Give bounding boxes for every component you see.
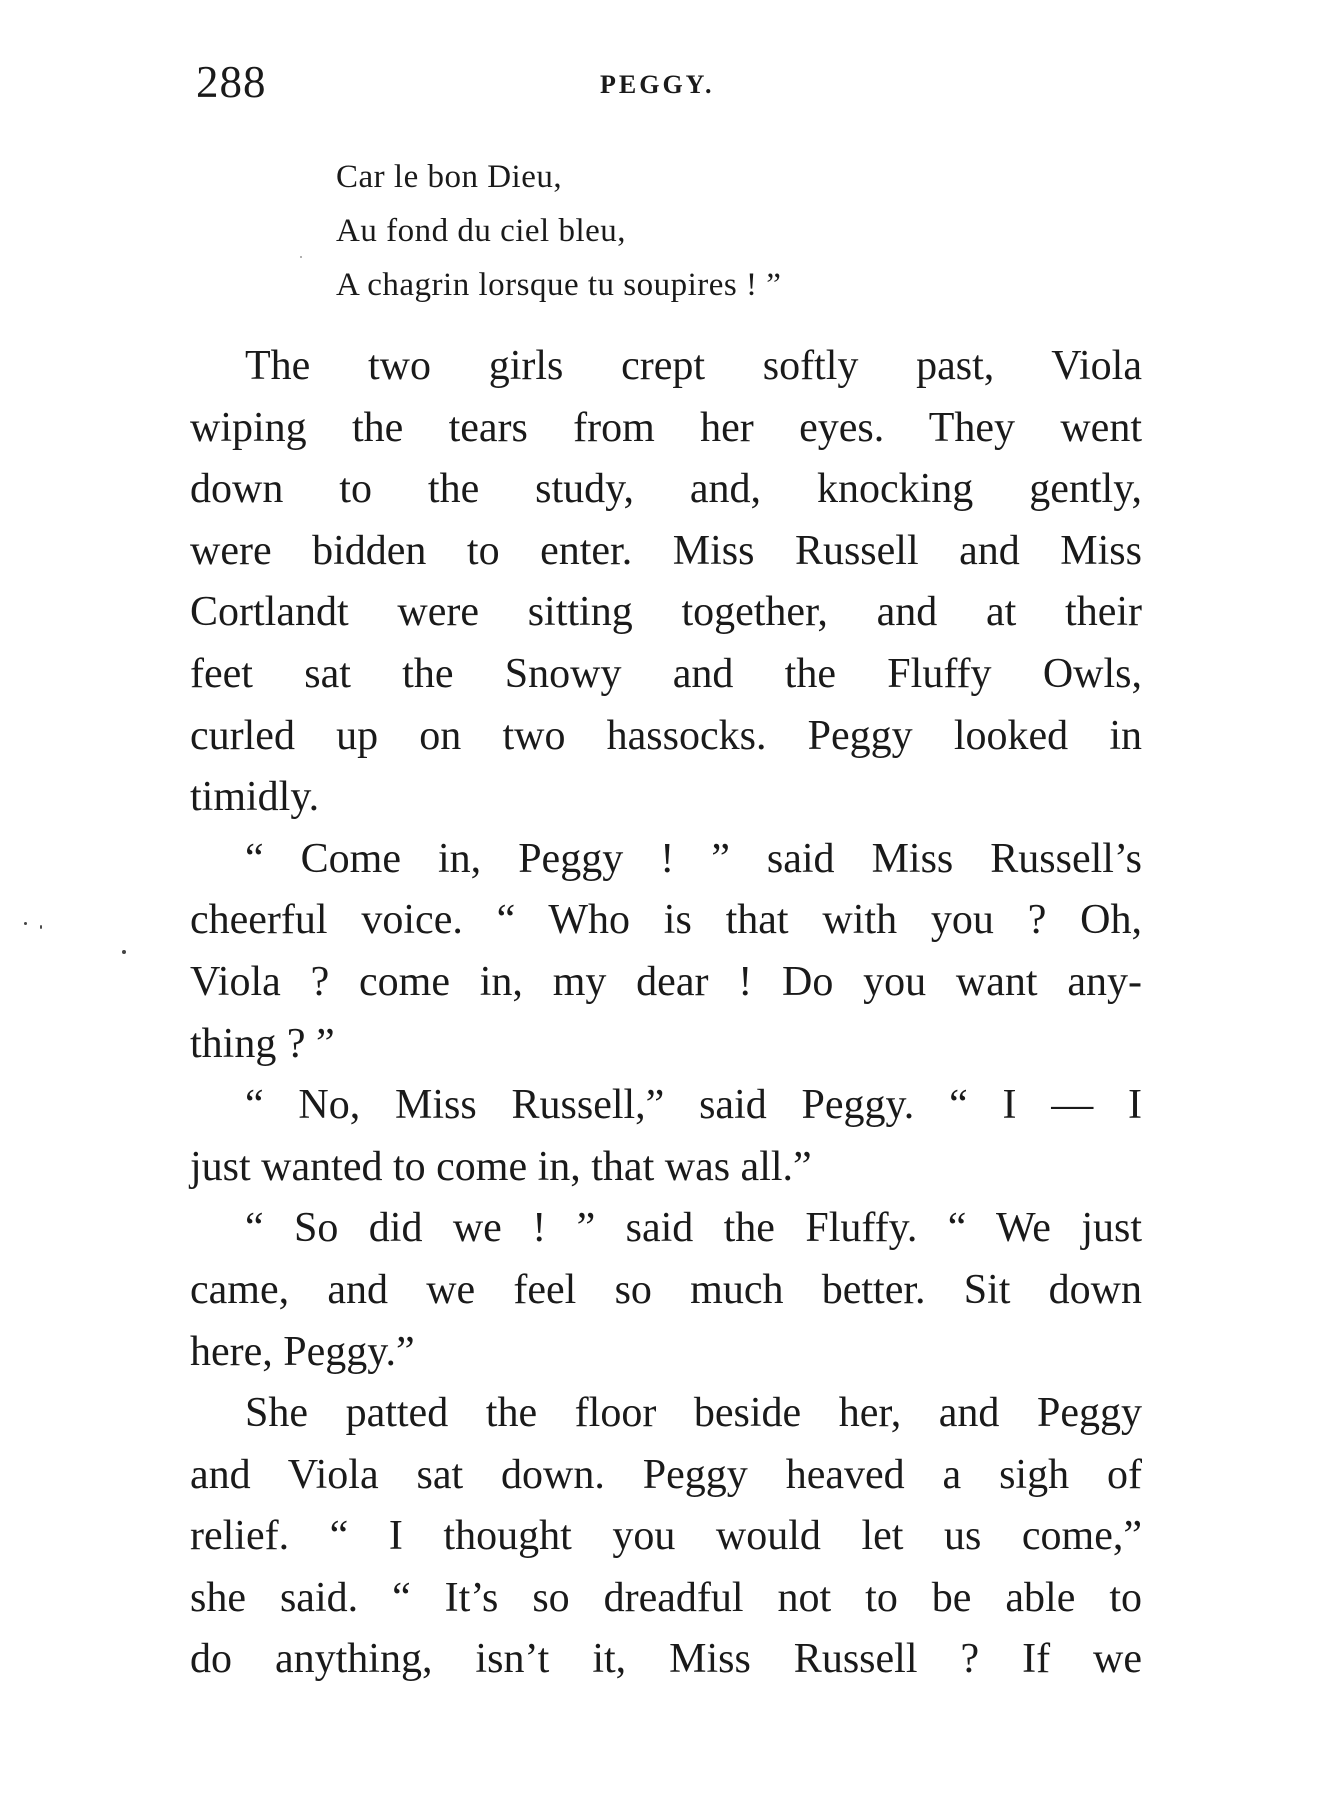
- text-line: wiping the tears from her eyes. They went: [190, 404, 1142, 451]
- text-line: down to the study, and, knocking gently,: [190, 466, 1142, 513]
- text-line: She patted the floor beside her, and Peggy: [245, 1390, 1142, 1437]
- text-line: and Viola sat down. Peggy heaved a sigh of: [190, 1451, 1142, 1498]
- text-line: Viola ? come in, my dear ! Do you want any-: [190, 958, 1142, 1005]
- running-head: [196, 56, 1176, 116]
- text-line: were bidden to enter. Miss Russell and Miss: [190, 527, 1142, 574]
- verse-line: Au fond du ciel bleu,: [336, 213, 627, 249]
- scan-speck: [122, 950, 126, 954]
- text-line: do anything, isn’t it, Miss Russell ? If we: [190, 1636, 1142, 1683]
- verse-line: Car le bon Dieu,: [336, 159, 563, 195]
- text-line: “ No, Miss Russell,” said Peggy. “ I — I: [245, 1082, 1142, 1129]
- text-line: timidly.: [190, 774, 320, 821]
- verse-line: A chagrin lorsque tu soupires ! ”: [336, 267, 782, 303]
- text-line: cheerful voice. “ Who is that with you ? Oh,: [190, 897, 1142, 944]
- text-line: relief. “ I thought you would let us come,”: [190, 1513, 1142, 1560]
- text-line: just wanted to come in, that was all.”: [190, 1143, 812, 1190]
- text-line: she said. “ It’s so dreadful not to be able to: [190, 1574, 1142, 1621]
- text-line: feet sat the Snowy and the Fluffy Owls,: [190, 650, 1142, 697]
- text-line: “ So did we ! ” said the Fluffy. “ We just: [245, 1205, 1142, 1252]
- text-line: The two girls crept softly past, Viola: [245, 343, 1142, 389]
- running-title: PEGGY.: [600, 70, 715, 99]
- text-line: curled up on two hassocks. Peggy looked in: [190, 712, 1142, 759]
- text-line: here, Peggy.”: [190, 1328, 415, 1375]
- text-line: “ Come in, Peggy ! ” said Miss Russell’s: [245, 835, 1142, 882]
- text-line: Cortlandt were sitting together, and at their: [190, 589, 1142, 636]
- text-line: came, and we feel so much better. Sit down: [190, 1266, 1142, 1313]
- scan-speck: [40, 925, 42, 929]
- scan-speck: [24, 922, 27, 925]
- text-line: thing ? ”: [190, 1020, 335, 1067]
- page-number: 288: [196, 57, 267, 107]
- scan-speck: [300, 256, 302, 258]
- body-text: [190, 336, 1142, 1691]
- verse-block: [336, 150, 1036, 312]
